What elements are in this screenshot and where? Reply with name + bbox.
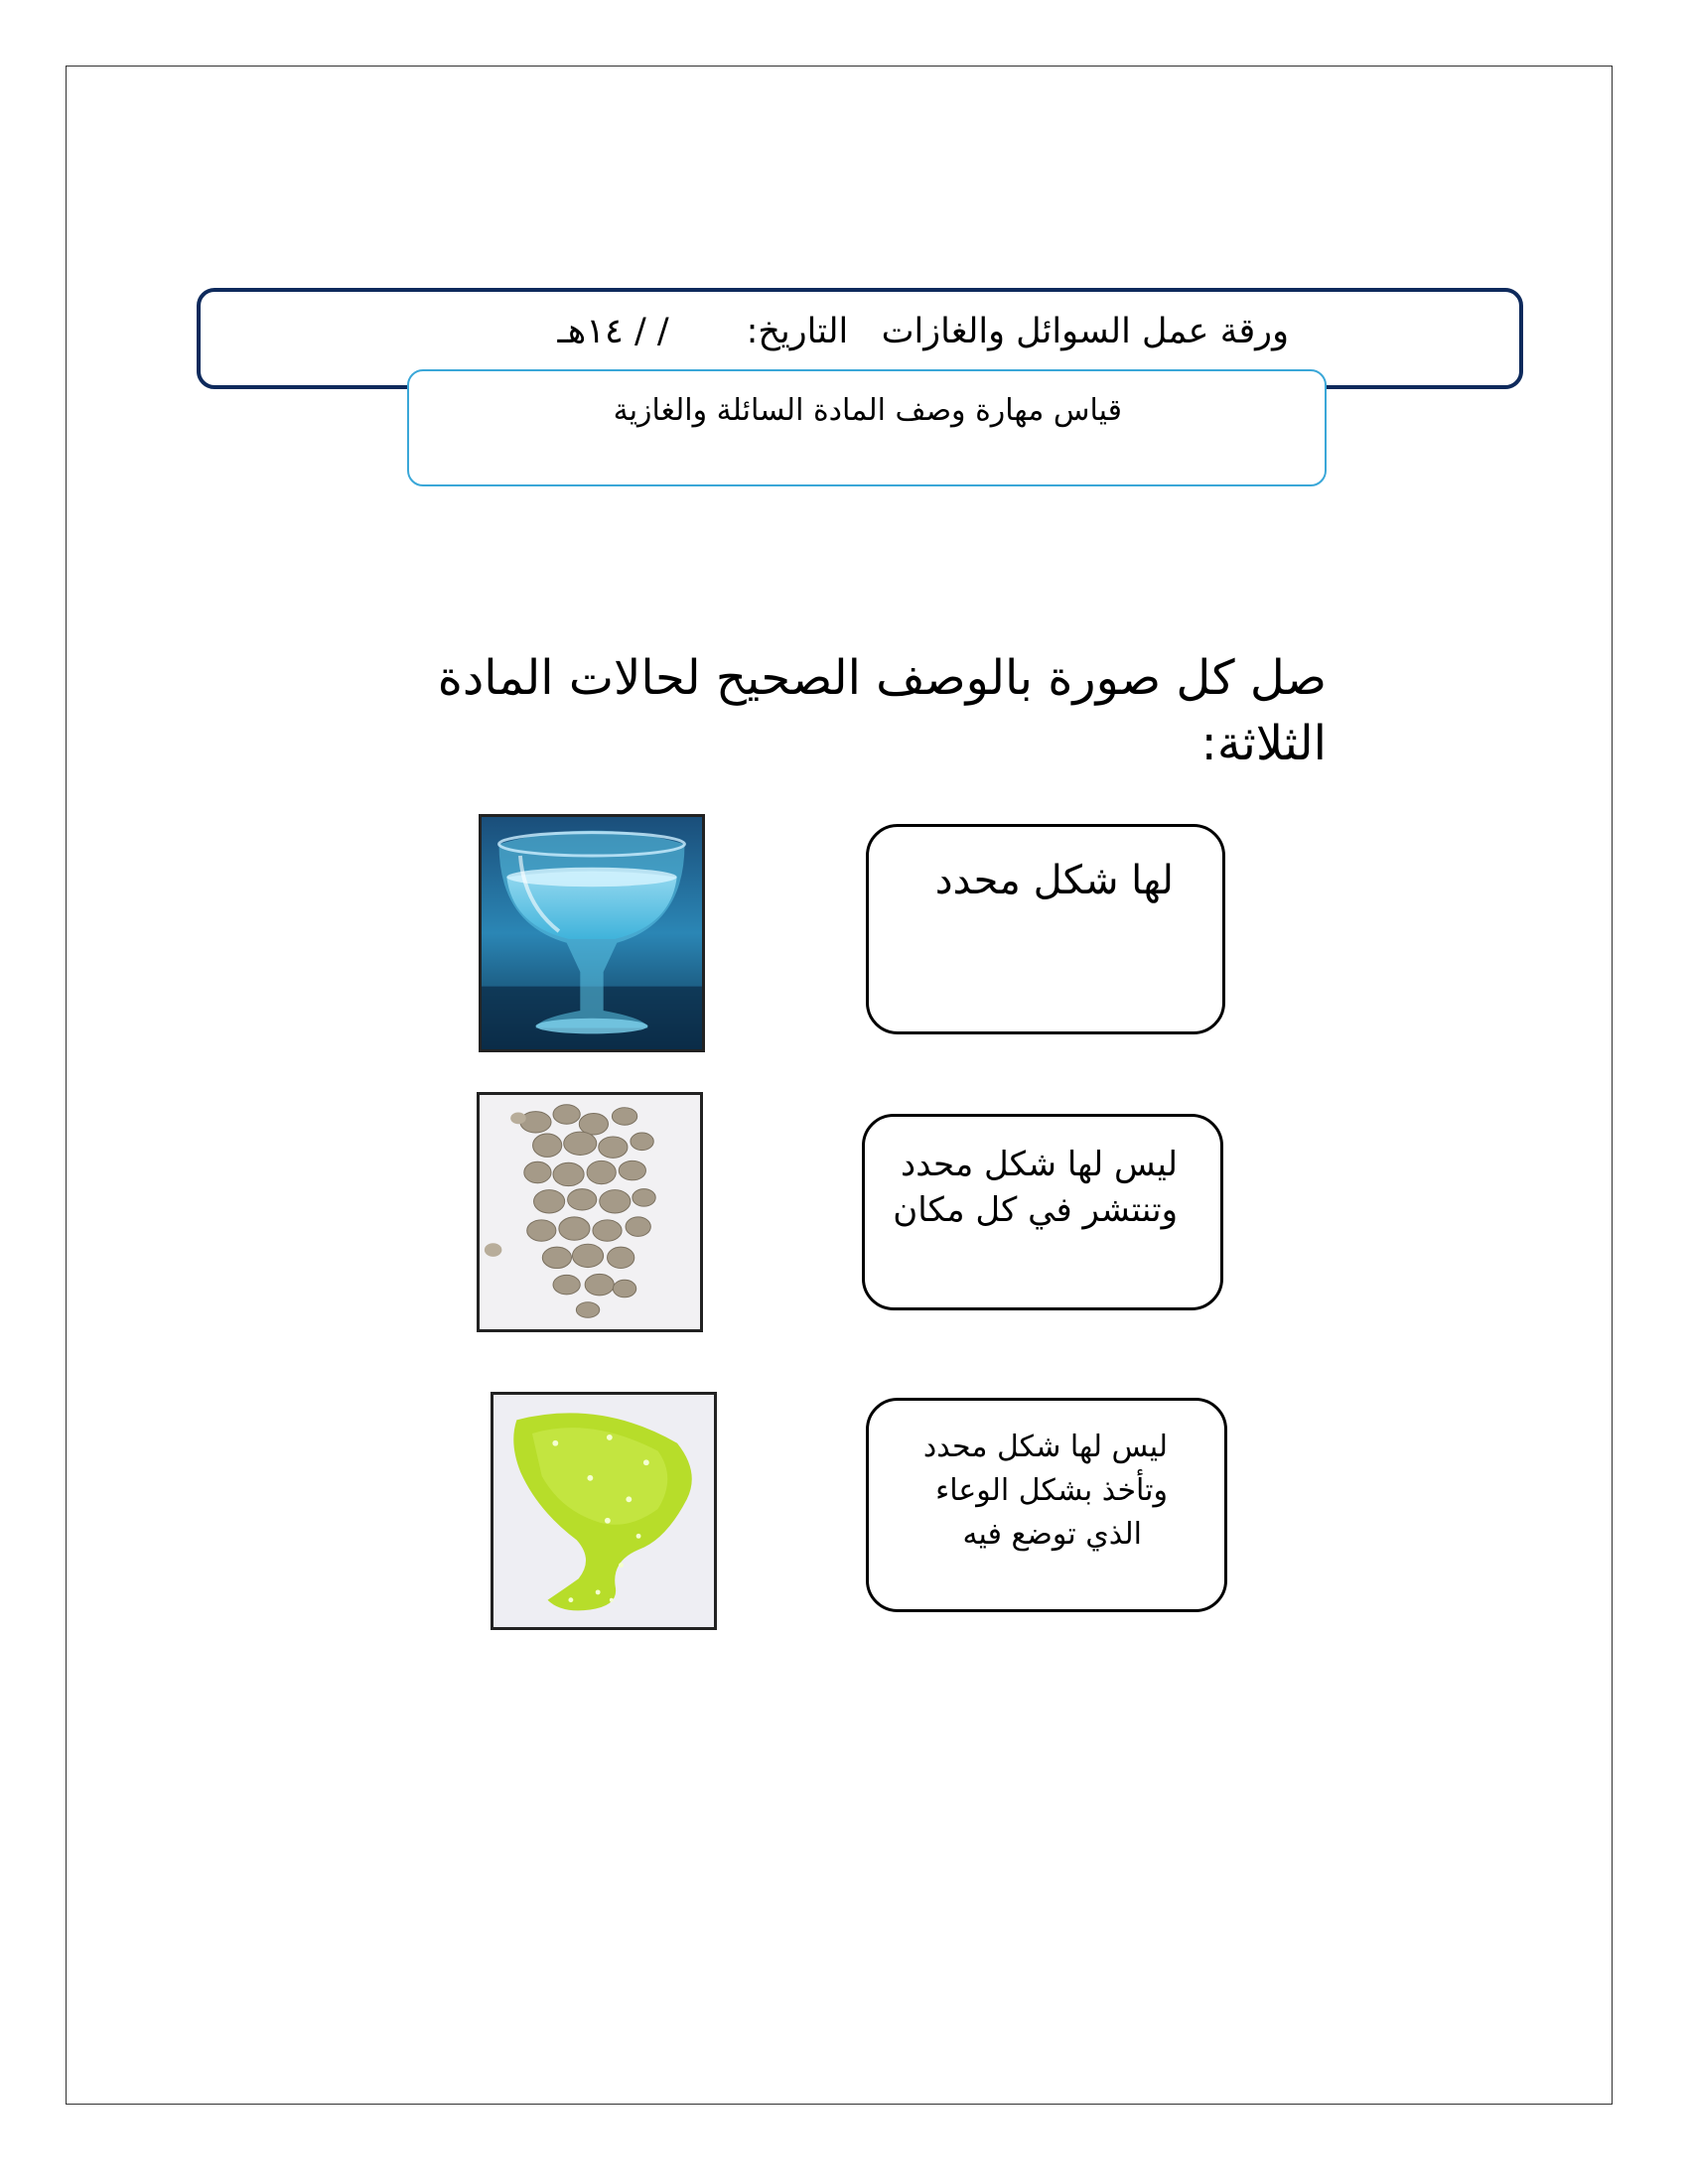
description-3-line-2: وتأخذ بشكل الوعاء <box>935 1473 1168 1508</box>
green-liquid-splash-image <box>491 1392 717 1630</box>
description-text-3 <box>874 1426 1168 1557</box>
worksheet-header <box>197 306 1289 357</box>
glass-of-water-image <box>479 814 705 1052</box>
instruction-text: صل كل صورة بالوصف الصحيح لحالات المادة الثلاثة: <box>437 650 1327 771</box>
worksheet-title: ورقة عمل السوائل والغازات <box>881 312 1289 351</box>
pebbles-image <box>477 1092 703 1332</box>
description-3-line-1: ليس لها شكل محدد <box>922 1430 1168 1464</box>
worksheet-subtitle: قياس مهارة وصف المادة السائلة والغازية <box>613 393 1122 428</box>
description-text-1 <box>874 854 1174 907</box>
description-1-line-1: لها شكل محدد <box>934 858 1174 903</box>
date-label: التاريخ: <box>746 312 849 351</box>
date-value: / / ١٤هـ <box>557 312 669 351</box>
description-text-2 <box>874 1142 1178 1233</box>
description-2-line-1: ليس لها شكل محدد <box>901 1145 1178 1184</box>
description-2-line-2: وتنتشر في كل مكان <box>893 1190 1178 1230</box>
description-3-line-3: الذي توضع فيه <box>962 1517 1142 1552</box>
